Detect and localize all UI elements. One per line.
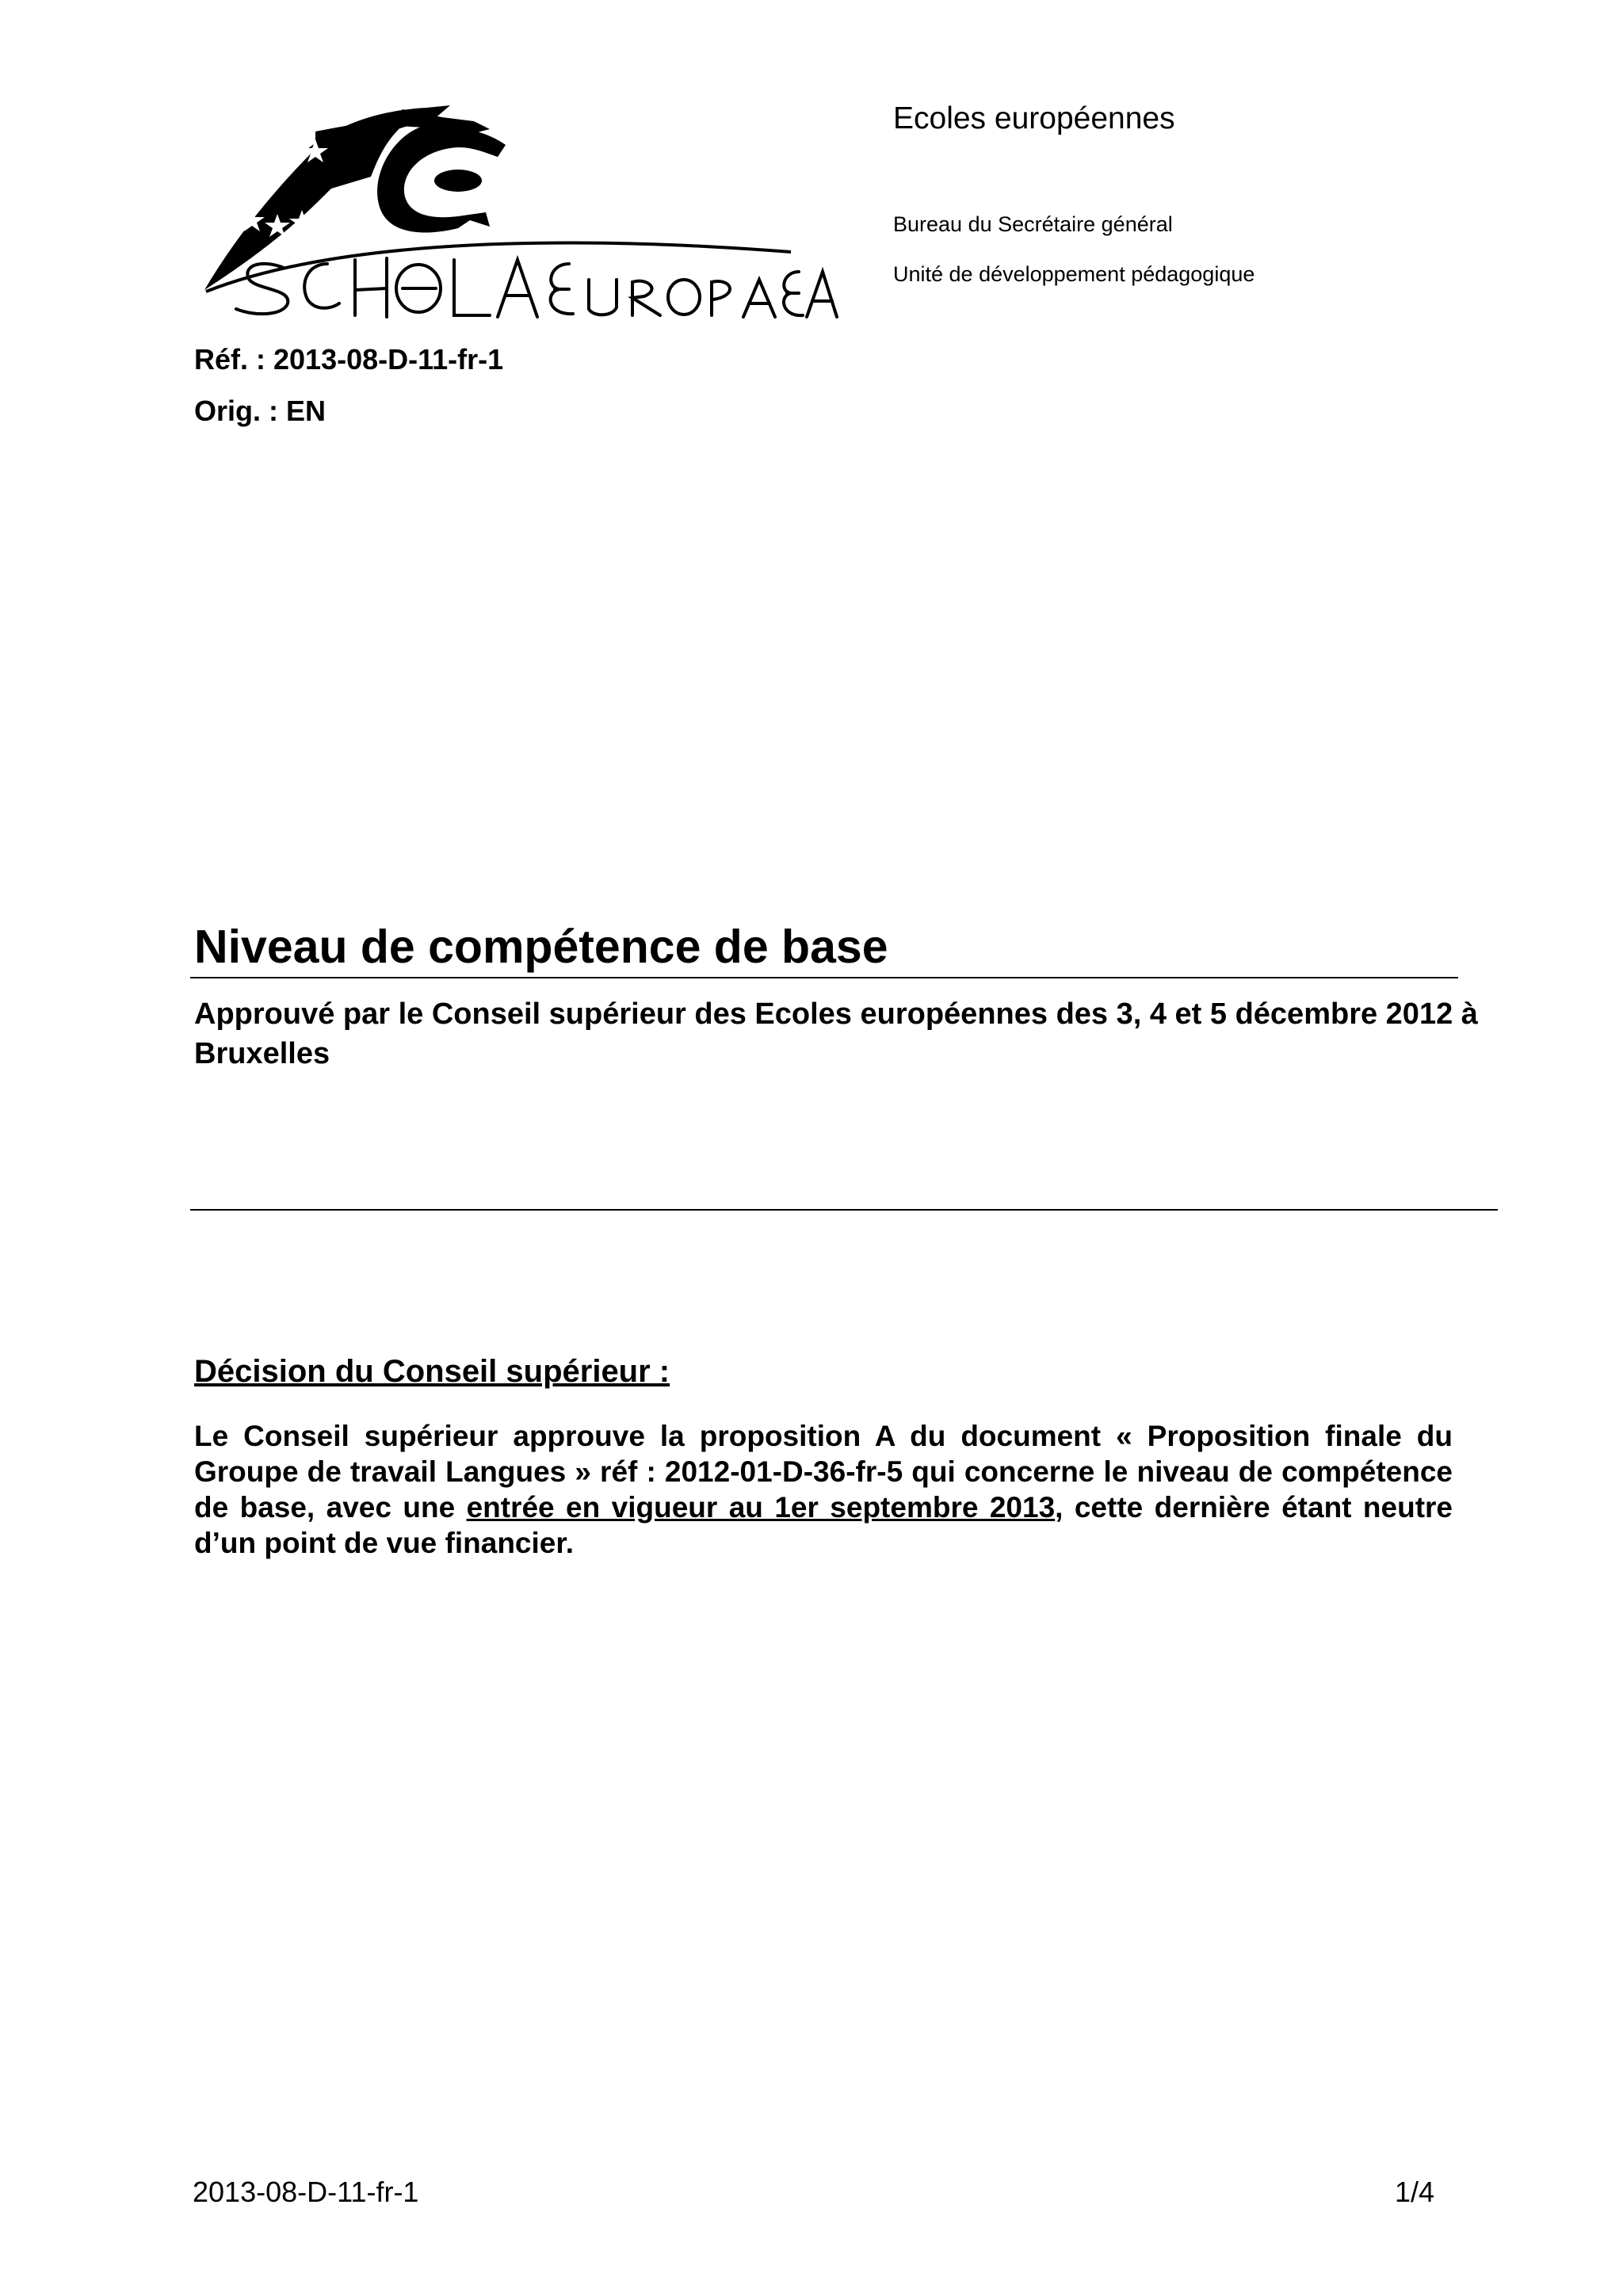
decision-effective-date: entrée en vigueur au 1er septembre 2013 xyxy=(466,1491,1056,1524)
logo-c-inner xyxy=(434,170,482,192)
organization-name: Ecoles européennes xyxy=(893,101,1175,135)
document-title: Niveau de compétence de base xyxy=(194,921,888,973)
logo-lettering xyxy=(236,258,837,317)
decision-text-end: , cette dernière étant neutre d’un point de vue financier. xyxy=(194,1491,1453,1559)
footer-reference: 2013-08-D-11-fr-1 xyxy=(193,2176,419,2208)
department-secretary-general: Bureau du Secrétaire général xyxy=(893,212,1173,236)
logo-swoosh xyxy=(206,242,791,292)
decision-text-start: Le Conseil supérieur approuve la proposition A du document « Proposition finale du Groupe de travail Langues » réf : 2012-01-D-36-fr-5 qui concerne le niveau de compétence de base, avec une xyxy=(194,1420,1453,1524)
department-pedagogical-unit: Unité de développement pédagogique xyxy=(893,262,1255,286)
decision-body xyxy=(194,1418,1453,1561)
decision-heading: Décision du Conseil supérieur : xyxy=(194,1354,670,1389)
original-language: Orig. : EN xyxy=(194,395,327,427)
section-divider xyxy=(190,1209,1498,1211)
document-subtitle: Approuvé par le Conseil supérieur des Ecoles européennes des 3, 4 et 5 décembre 2012 à Bruxelles xyxy=(194,997,1478,1070)
document-reference: Réf. : 2013-08-D-11-fr-1 xyxy=(194,343,504,376)
page-number: 1/4 xyxy=(1395,2176,1435,2208)
schola-europaea-logo xyxy=(189,101,838,323)
title-rule xyxy=(190,977,1458,978)
